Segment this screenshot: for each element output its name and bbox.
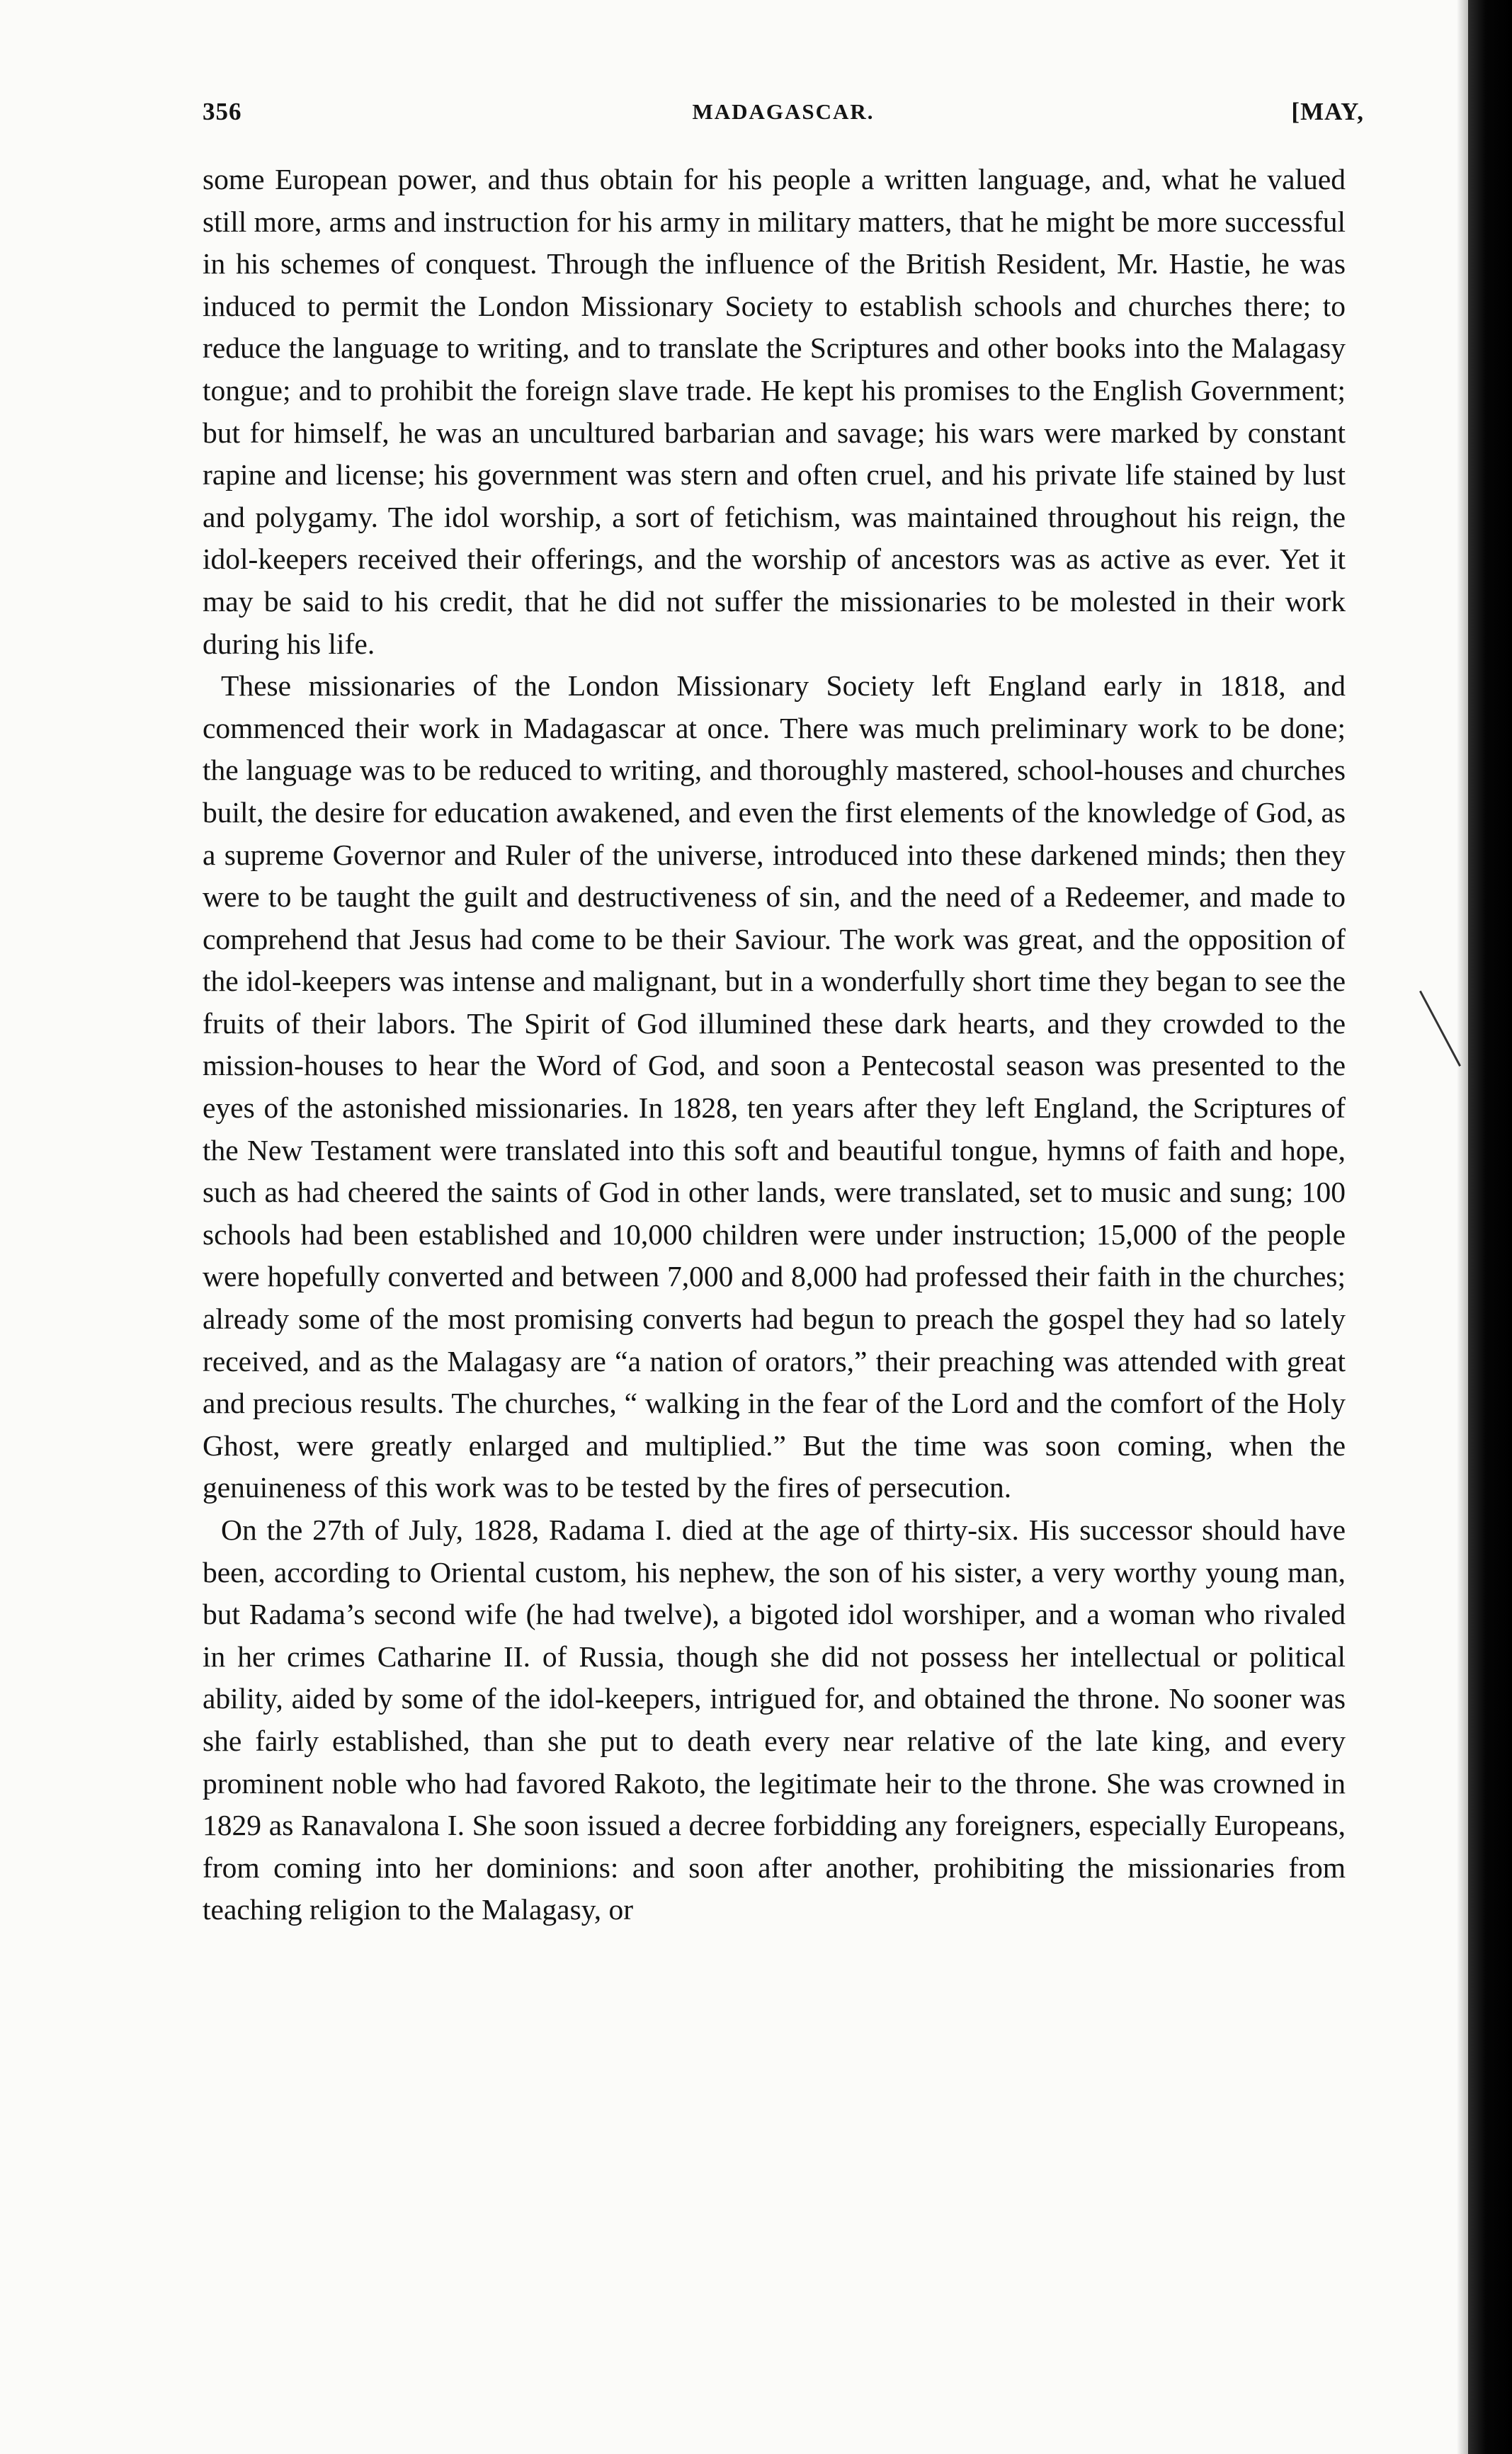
- paragraph-2: These missionaries of the London Missionary Society left England early in 1818, and commenced their work in Madagascar at once. There was much preliminary work to be done; the language was to be reduced to writing, and thoroughly mastered, school-houses and churches built, the desire for education awakened, and even the first elements of the knowledge of God, as a supreme Governor and Ruler of the universe, introduced into these darkened minds; then they were to be taught the guilt and destructiveness of sin, and the need of a Redeemer, and made to comprehend that Jesus had come to be their Saviour. The work was great, and the opposition of the idol-keepers was intense and malignant, but in a wonderfully short time they began to see the fruits of their labors. The Spirit of God illumined these dark hearts, and they crowded to the mission-houses to hear the Word of God, and soon a Pentecostal season was presented to the eyes of the astonished missionaries. In 1828, ten years after they left England, the Scriptures of the New Testament were translated into this soft and beautiful tongue, hymns of faith and hope, such as had cheered the saints of God in other lands, were translated, set to music and sung; 100 schools had been established and 10,000 children were under instruction; 15,000 of the people were hopefully converted and between 7,000 and 8,000 had professed their faith in the churches; already some of the most promising converts had begun to preach the gospel they had so lately received, and as the Malagasy are “a nation of orators,” their preaching was attended with great and precious results. The churches, “ walking in the fear of the Lord and the comfort of the Holy Ghost, were greatly enlarged and multiplied.” But the time was soon coming, when the genuineness of this work was to be tested by the fires of persecution.: [203, 669, 1346, 1504]
- binding-shadow: [1468, 0, 1512, 2454]
- paragraph-3: On the 27th of July, 1828, Radama I. died at the age of thirty-six. His successor should have been, according to Oriental custom, his nephew, the son of his sister, a very worthy young man, but Radama’s second wife (he had twelve), a bigoted idol worshiper, and a woman who rivaled in her crimes Catharine II. of Russia, though she did not possess her intellectual or political ability, aided by some of the idol-keepers, intrigued for, and obtained the throne. No sooner was she fairly established, than she put to death every near relative of the late king, and every prominent noble who had favored Rakoto, the legitimate heir to the throne. She was crowned in 1829 as Ranavalona I. She soon issued a decree forbidding any foreigners, especially Europeans, from coming into her dominions: and soon after another, prohibiting the missionaries from teaching religion to the Malagasy, or: [203, 1513, 1346, 1926]
- body-text: [203, 159, 1346, 1931]
- page-number: 356: [203, 98, 242, 125]
- running-month: [MAY,: [1291, 98, 1364, 125]
- page-header: [203, 98, 1364, 137]
- binding-shadow-fade: [1457, 0, 1468, 2454]
- running-title: MADAGASCAR.: [692, 99, 875, 124]
- page-crease-line: [1419, 991, 1461, 1067]
- paragraph-1: some European power, and thus obtain for his people a written language, and, what he valued still more, arms and instruction for his army in military matters, that he might be more successful in his schemes of conquest. Through the influence of the British Resident, Mr. Hastie, he was induced to permit the London Missionary Society to establish schools and churches there; to reduce the language to writing, and to translate the Scriptures and other books into the Malagasy tongue; and to prohibit the foreign slave trade. He kept his promises to the English Government; but for himself, he was an uncultured barbarian and savage; his wars were marked by constant rapine and license; his government was stern and often cruel, and his private life stained by lust and polygamy. The idol worship, a sort of fetichism, was maintained throughout his reign, the idol-keepers received their offerings, and the worship of ancestors was as active as ever. Yet it may be said to his credit, that he did not suffer the missionaries to be molested in their work during his life.: [203, 163, 1346, 660]
